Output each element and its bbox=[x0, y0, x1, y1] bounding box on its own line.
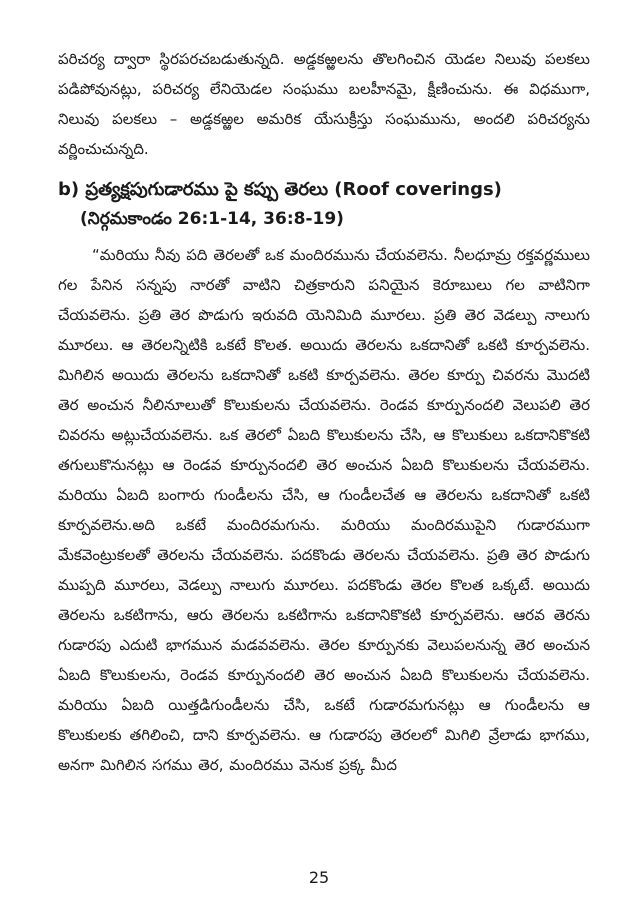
section-heading: b) ప్రత్యక్షపుగుడారము పై కప్పు తెరలు (Roof coverings) bbox=[58, 179, 502, 200]
page-number: 25 bbox=[308, 868, 330, 887]
section-reference: (నిర్గమకాండం 26:1-14, 36:8-19) bbox=[80, 209, 344, 229]
body-paragraph-intro: పరిచర్య ద్వారా స్థిరపరచబడుతున్నది. అడ్డకఱ్ఱలను తొలగించిన యెడల నిలువు పలకలు పడిపోవునట్లు, పరిచర్య లేనియెడల సంఘము బలహీనమై, క్షీణించును. ఈ విధముగా, నిలువు పలకలు – అడ్డకఱ్ఱల అమరిక యేసుక్రీస్తు సంఘమును, అందలి పరిచర్యను వర్ణించుచున్నది. bbox=[58, 50, 590, 158]
body-paragraph-scripture: “మరియు నీవు పది తెరలతో ఒక మందిరమును చేయవలెను. నీలధూమ్ర రక్తవర్ణములు గల పేనిన సన్నపు నారతో వాటిని చిత్రకారుని పనియైన కెరూబులు గల వాటినిగా చేయవలెను. ప్రతి తెర పొడుగు ఇరువది యెనిమిది మూరలు. ప్రతి తెర వెడల్పు నాలుగు మూరలు. ఆ తెరలన్నిటికి ఒకటే కొలత. అయిదు తెరలను ఒకదానితో ఒకటి కూర్పవలెను. మిగిలిన అయిదు తెరలను ఒకదానితో ఒకటి కూర్పవలెను. తెరల కూర్పు చివరను మొదటి తెర అంచున నీలినూలుతో కొలుకులను చేయవలెను. రెండవ కూర్పునందలి వెలుపలి తెర చివరను అట్లుచేయవలెను. ఒక తెరలో ఏబది కొలుకులను చేసి, ఆ కొలుకులు ఒకదానికొకటి తగులుకొనునట్లు ఆ రెండవ కూర్పునందలి తెర అంచున ఏబది కొలుకులను చేయవలెను. మరియు ఏబది బంగారు గుండీలను చేసి, ఆ గుండీలచేత ఆ తెరలను ఒకదానితో ఒకటి కూర్పవలెను.అది ఒకటే మందిరమగును. మరియు మందిరముపైని గుడారముగా మేకవెంట్రుకలతో తెరలను చేయవలెను. పదకొండు తెరలను చేయవలెను. ప్రతి తెర పొడుగు ముప్పది మూరలు, వెడల్పు నాలుగు మూరలు. పదకొండు తెరల కొలత ఒక్కటే. అయిదు తెరలను ఒకటిగాను, ఆరు తెరలను ఒకటిగాను ఒకదానికొకటి కూర్పవలెను. ఆరవ తెరను గుడారపు ఎదుటి భాగమున మడవవలెను. తెరల కూర్పునకు వెలుపలనున్న తెర అంచున ఏబది కొలుకులను, రెండవ కూర్పునందలి తెర అంచున ఏబది కొలుకులను చేయవలెను. మరియు ఏబది యిత్తడిగుండీలను చేసి, ఒకటే గుడారమగునట్లు ఆ గుండీలను ఆ కొలుకులకు తగిలించి, దాని కూర్పవలెను. ఆ గుడారపు తెరలలో మిగిలి వ్రేలాడు భాగము, అనగా మిగిలిన సగము తెర, మందిరము వెనుక ప్రక్క మీద bbox=[58, 246, 590, 774]
